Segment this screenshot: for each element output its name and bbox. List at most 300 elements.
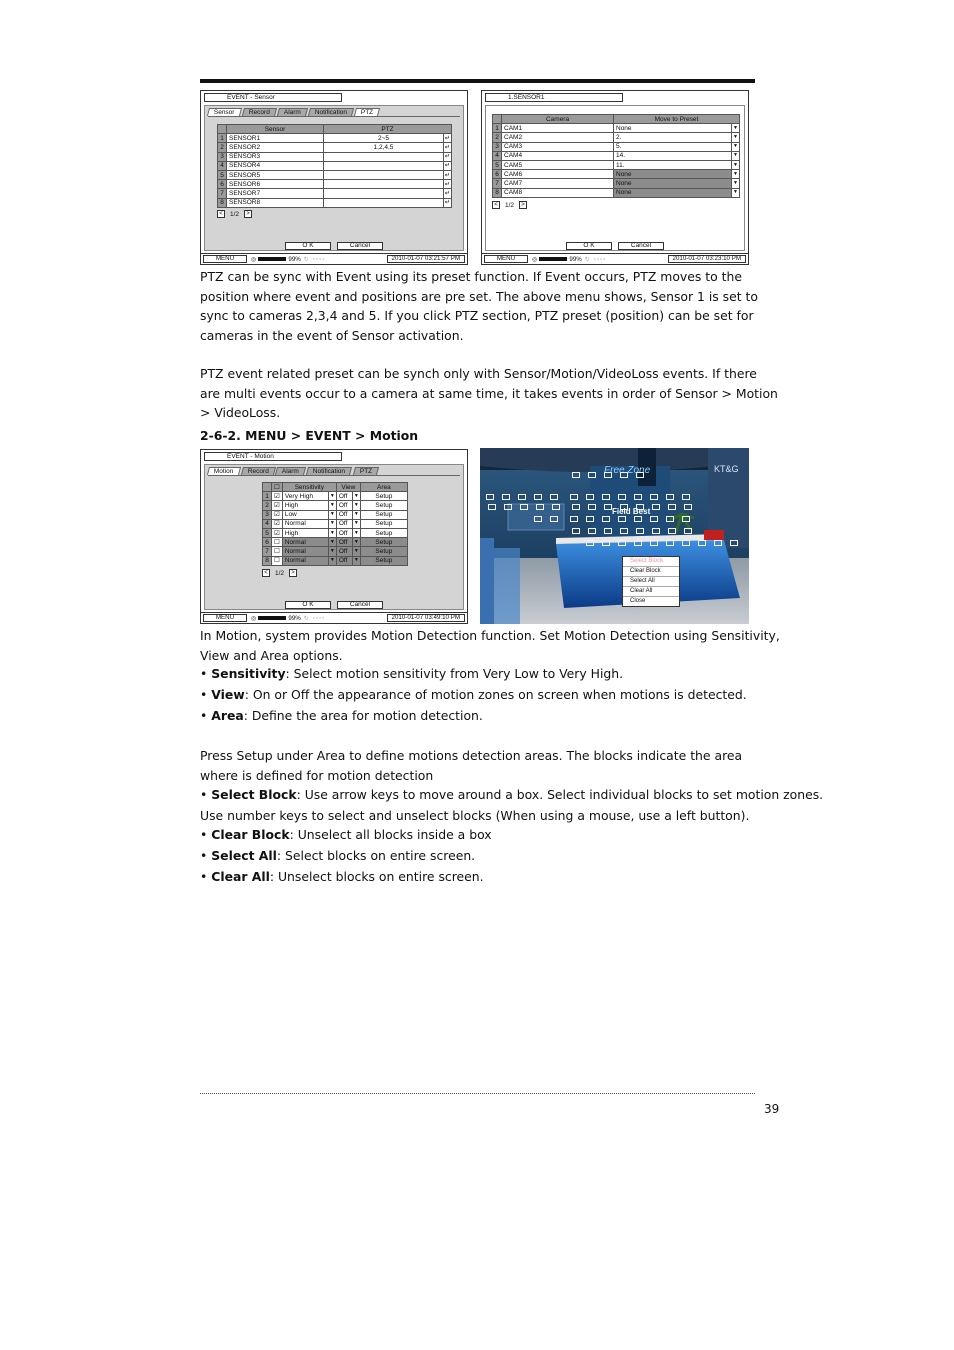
camera-name: CAM5	[502, 160, 614, 169]
area-setup-button[interactable]: Setup	[360, 547, 407, 556]
dialog-buttons	[482, 242, 748, 250]
motion-block[interactable]	[572, 528, 580, 534]
column-header: Camera	[502, 115, 614, 124]
table-row[interactable]	[218, 198, 452, 207]
motion-block[interactable]	[666, 494, 674, 500]
motion-block[interactable]	[588, 472, 596, 478]
screen-title: EVENT - Sensor	[204, 93, 342, 102]
footer-rule	[200, 1093, 755, 1094]
sensor-name: SENSOR5	[227, 170, 324, 179]
block-context-menu	[622, 556, 680, 607]
hdd-icon: ◎	[251, 255, 257, 263]
column-header: View	[336, 483, 360, 492]
enter-icon[interactable]: ↵	[444, 199, 451, 207]
motion-block[interactable]	[668, 504, 676, 510]
sensitivity-select[interactable]: High	[282, 501, 328, 510]
table-row[interactable]	[263, 556, 408, 565]
table-row[interactable]	[218, 180, 452, 189]
enable-checkbox[interactable]: ☑	[272, 528, 283, 537]
view-select[interactable]: Off	[336, 492, 352, 501]
menu-button[interactable]: MENU	[203, 614, 247, 622]
sensor-panel	[204, 105, 464, 251]
menu-item-clear-all[interactable]: Clear All	[623, 587, 679, 597]
row-number: 5	[263, 528, 272, 537]
column-header: Area	[360, 483, 407, 492]
table-row[interactable]	[493, 151, 740, 160]
motion-block[interactable]	[602, 516, 610, 522]
ok-button[interactable]: O K	[566, 242, 612, 250]
motion-block[interactable]	[684, 528, 692, 534]
camera-scene	[480, 448, 749, 624]
motion-block[interactable]	[618, 540, 626, 546]
ptz-cameras[interactable]	[324, 180, 444, 189]
tab-notification[interactable]: Notification	[307, 108, 353, 116]
hdd-status: ◎ 99%	[251, 614, 301, 622]
column-header: Move to Preset	[614, 115, 740, 124]
top-rule	[200, 79, 755, 83]
chevron-down-icon[interactable]: ▼	[732, 179, 740, 188]
sensitivity-select[interactable]: Normal	[282, 519, 328, 528]
page-indicator: 1/2	[230, 210, 240, 218]
motion-block[interactable]	[634, 516, 642, 522]
chevron-down-icon[interactable]: ▼	[352, 538, 360, 547]
enter-icon[interactable]: ↵	[444, 143, 451, 151]
clock: 2010-01-07 03:23:10 PM	[668, 255, 746, 263]
menu-button[interactable]: MENU	[203, 255, 247, 263]
motion-block[interactable]	[520, 504, 528, 510]
row-number: 4	[218, 161, 227, 170]
preset-panel	[485, 105, 745, 251]
preset-select[interactable]: None	[614, 124, 732, 133]
area-setup-button[interactable]: Setup	[360, 519, 407, 528]
motion-block[interactable]	[486, 494, 494, 500]
area-setup-button[interactable]: Setup	[360, 510, 407, 519]
motion-block[interactable]	[652, 528, 660, 534]
motion-block[interactable]	[502, 494, 510, 500]
camera-name: CAM8	[502, 188, 614, 197]
ptz-cameras[interactable]: 2~5	[324, 134, 444, 143]
next-page-button[interactable]: >	[244, 210, 252, 218]
motion-screen	[200, 449, 468, 624]
pager	[217, 210, 252, 218]
select-all-checkbox[interactable]: ☐	[272, 483, 283, 492]
chevron-down-icon[interactable]: ▼	[732, 151, 740, 160]
column-header: Sensitivity	[282, 483, 336, 492]
view-select[interactable]: Off	[336, 501, 352, 510]
chevron-down-icon[interactable]: ▼	[328, 510, 336, 519]
motion-intro: In Motion, system provides Motion Detection function. Set Motion Detection using Sensitivity, View and Area options.	[200, 628, 780, 663]
sensitivity-select[interactable]: High	[282, 528, 328, 537]
motion-block[interactable]	[504, 504, 512, 510]
enter-icon[interactable]: ↵	[444, 171, 451, 179]
row-number: 8	[218, 198, 227, 207]
motion-block[interactable]	[698, 540, 706, 546]
chevron-down-icon[interactable]: ▼	[328, 519, 336, 528]
view-select[interactable]: Off	[336, 556, 352, 565]
table-row[interactable]	[263, 519, 408, 528]
row-number: 7	[218, 189, 227, 198]
view-select[interactable]: Off	[336, 547, 352, 556]
motion-block[interactable]	[488, 504, 496, 510]
next-page-button[interactable]: >	[519, 201, 527, 209]
menu-item-select-all[interactable]: Select All	[623, 577, 679, 587]
table-row[interactable]	[493, 133, 740, 142]
status-icons: ↻ ▫▫▫▫	[303, 255, 326, 263]
row-number: 1	[218, 134, 227, 143]
sensor-table	[217, 124, 452, 208]
camera-name: CAM4	[502, 151, 614, 160]
event-tabs	[208, 108, 381, 116]
tab-alarm[interactable]: Alarm	[277, 108, 308, 116]
pager	[262, 569, 297, 577]
chevron-down-icon[interactable]: ▼	[328, 528, 336, 537]
table-row[interactable]	[493, 170, 740, 179]
chevron-down-icon[interactable]: ▼	[352, 556, 360, 565]
chevron-down-icon[interactable]: ▼	[352, 519, 360, 528]
motion-block[interactable]	[602, 540, 610, 546]
table-row[interactable]	[263, 501, 408, 510]
sensitivity-select[interactable]: Low	[282, 510, 328, 519]
status-bar	[201, 612, 467, 623]
bullet-area: • Area: Define the area for motion detection.	[200, 708, 483, 723]
tab-divider	[208, 116, 460, 117]
enable-checkbox[interactable]: ☑	[272, 519, 283, 528]
enable-checkbox[interactable]: ☑	[272, 510, 283, 519]
tab-sensor[interactable]: Sensor	[207, 108, 242, 116]
table-row[interactable]	[263, 528, 408, 537]
sensor-screen	[200, 90, 468, 265]
row-number: 8	[263, 556, 272, 565]
motion-block[interactable]	[714, 540, 722, 546]
table-row[interactable]	[218, 152, 452, 161]
motion-block[interactable]	[682, 516, 690, 522]
motion-block[interactable]	[604, 472, 612, 478]
motion-block[interactable]	[668, 528, 676, 534]
enter-icon[interactable]: ↵	[444, 180, 451, 188]
dialog-buttons	[201, 242, 467, 250]
prev-page-button[interactable]: <	[262, 569, 270, 577]
enter-icon[interactable]: ↵	[444, 162, 451, 170]
motion-block[interactable]	[518, 494, 526, 500]
row-number: 2	[493, 133, 502, 142]
table-row[interactable]	[218, 143, 452, 152]
motion-block[interactable]	[650, 494, 658, 500]
row-number: 6	[493, 170, 502, 179]
motion-block[interactable]	[588, 504, 596, 510]
table-row[interactable]	[493, 160, 740, 169]
cancel-button[interactable]: Cancel	[337, 242, 383, 250]
chevron-down-icon[interactable]: ▼	[352, 501, 360, 510]
motion-block[interactable]	[634, 494, 642, 500]
row-number: 8	[493, 188, 502, 197]
table-row[interactable]	[218, 170, 452, 179]
row-number: 1	[493, 124, 502, 133]
enable-checkbox[interactable]: ☐	[272, 547, 283, 556]
motion-block[interactable]	[620, 528, 628, 534]
row-number: 3	[218, 152, 227, 161]
ok-button[interactable]: O K	[285, 242, 331, 250]
preset-select[interactable]: 2.	[614, 133, 732, 142]
cancel-button[interactable]: Cancel	[618, 242, 664, 250]
chevron-down-icon[interactable]: ▼	[352, 510, 360, 519]
motion-block[interactable]	[684, 504, 692, 510]
ptz-cameras[interactable]: 1,2,4,5	[324, 143, 444, 152]
tab-motion[interactable]: Motion	[207, 467, 241, 475]
motion-block[interactable]	[682, 540, 690, 546]
motion-block[interactable]	[572, 504, 580, 510]
motion-block[interactable]	[620, 504, 628, 510]
preset-select[interactable]: 11.	[614, 160, 732, 169]
row-number: 3	[263, 510, 272, 519]
motion-block[interactable]	[650, 516, 658, 522]
table-row[interactable]	[493, 142, 740, 151]
motion-block[interactable]	[552, 504, 560, 510]
bullet-select-block: • Select Block: Use arrow keys to move around a box. Select individual blocks to set motion zones.	[200, 787, 824, 802]
motion-block[interactable]	[636, 472, 644, 478]
motion-block[interactable]	[618, 516, 626, 522]
hdd-status: ◎ 99%	[532, 255, 582, 263]
preset-table	[492, 114, 740, 198]
view-select[interactable]: Off	[336, 528, 352, 537]
row-number: 4	[263, 519, 272, 528]
motion-block[interactable]	[636, 504, 644, 510]
bullet-sensitivity: • Sensitivity: Select motion sensitivity from Very Low to Very High.	[200, 666, 624, 681]
preset-select[interactable]: 5.	[614, 142, 732, 151]
enter-icon[interactable]: ↵	[444, 153, 451, 161]
chevron-down-icon[interactable]: ▼	[328, 538, 336, 547]
enable-checkbox[interactable]: ☐	[272, 556, 283, 565]
screen-title: 1.SENSOR1	[485, 93, 623, 102]
area-setup-button[interactable]: Setup	[360, 538, 407, 547]
table-row[interactable]	[493, 188, 740, 197]
cancel-button[interactable]: Cancel	[337, 601, 383, 609]
view-select[interactable]: Off	[336, 510, 352, 519]
ptz-cameras[interactable]	[324, 152, 444, 161]
ptz-cameras[interactable]	[324, 170, 444, 179]
sensor-name: SENSOR2	[227, 143, 324, 152]
motion-panel	[204, 464, 464, 610]
chevron-down-icon[interactable]: ▼	[732, 133, 740, 142]
bullet-select-all: • Select All: Select blocks on entire screen.	[200, 848, 476, 863]
motion-block[interactable]	[586, 516, 594, 522]
field-best-sign: Field Best	[612, 507, 651, 516]
page-indicator: 1/2	[505, 201, 515, 209]
sensor-name: SENSOR6	[227, 180, 324, 189]
ptz-paragraph-1: PTZ can be sync with Event using its preset function. If Event occurs, PTZ moves to the position where event and positions are pre set. The above menu shows, Sensor 1 is set to sync to cameras 2,3,4 and 5. If you click PTZ section, PTZ preset (position) can be set for cameras in the event of Sensor activation.	[200, 269, 758, 343]
chevron-down-icon[interactable]: ▼	[328, 556, 336, 565]
chevron-down-icon[interactable]: ▼	[732, 170, 740, 179]
next-page-button[interactable]: >	[289, 569, 297, 577]
motion-block[interactable]	[550, 516, 558, 522]
select-block-continued: Use number keys to select and unselect blocks (When using a mouse, use a left button).	[200, 808, 750, 823]
setup-paragraph: Press Setup under Area to define motions detection areas. The blocks indicate the area where is defined for motion detection	[200, 748, 743, 783]
area-setup-button[interactable]: Setup	[360, 556, 407, 565]
table-row[interactable]	[263, 492, 408, 501]
chevron-down-icon[interactable]: ▼	[352, 547, 360, 556]
column-header: PTZ	[324, 125, 452, 134]
status-bar	[201, 253, 467, 264]
table-row[interactable]	[218, 161, 452, 170]
chevron-down-icon[interactable]: ▼	[328, 492, 336, 501]
camera-name: CAM3	[502, 142, 614, 151]
motion-block[interactable]	[586, 540, 594, 546]
motion-block[interactable]	[570, 494, 578, 500]
chevron-down-icon[interactable]: ▼	[328, 501, 336, 510]
tab-notification[interactable]: Notification	[306, 467, 352, 475]
prev-page-button[interactable]: <	[492, 201, 500, 209]
chevron-down-icon[interactable]: ▼	[732, 188, 740, 197]
view-select[interactable]: Off	[336, 519, 352, 528]
menu-button[interactable]: MENU	[484, 255, 528, 263]
row-number: 2	[218, 143, 227, 152]
preset-select[interactable]: None	[614, 170, 732, 179]
status-icons: ↻ ▫▫▫▫	[584, 255, 607, 263]
chevron-down-icon[interactable]: ▼	[352, 492, 360, 501]
ok-button[interactable]: O K	[285, 601, 331, 609]
status-bar	[482, 253, 748, 264]
motion-block[interactable]	[620, 472, 628, 478]
sensor-name: SENSOR3	[227, 152, 324, 161]
page-indicator: 1/2	[275, 569, 285, 577]
section-heading: 2-6-2. MENU > EVENT > Motion	[200, 428, 419, 443]
motion-block[interactable]	[652, 504, 660, 510]
row-number: 1	[263, 492, 272, 501]
area-setup-button[interactable]: Setup	[360, 501, 407, 510]
bullet-clear-block: • Clear Block: Unselect all blocks inside a box	[200, 827, 492, 842]
motion-block[interactable]	[666, 516, 674, 522]
row-number: 6	[263, 538, 272, 547]
ptz-cameras[interactable]	[324, 189, 444, 198]
sensitivity-select[interactable]: Normal	[282, 556, 328, 565]
tab-alarm[interactable]: Alarm	[275, 467, 306, 475]
table-row[interactable]	[493, 179, 740, 188]
preset-select[interactable]: None	[614, 179, 732, 188]
enter-icon[interactable]: ↵	[444, 189, 451, 197]
motion-block[interactable]	[534, 516, 542, 522]
row-number: 5	[493, 160, 502, 169]
tab-ptz[interactable]: PTZ	[353, 467, 379, 475]
motion-block[interactable]	[634, 540, 642, 546]
motion-block[interactable]	[588, 528, 596, 534]
enable-checkbox[interactable]: ☑	[272, 492, 283, 501]
tab-record[interactable]: Record	[240, 467, 275, 475]
column-header: Sensor	[227, 125, 324, 134]
chevron-down-icon[interactable]: ▼	[328, 547, 336, 556]
sensitivity-select[interactable]: Very High	[282, 492, 328, 501]
row-number: 6	[218, 180, 227, 189]
prev-page-button[interactable]: <	[217, 210, 225, 218]
chevron-down-icon[interactable]: ▼	[352, 528, 360, 537]
motion-block[interactable]	[604, 528, 612, 534]
motion-block[interactable]	[618, 494, 626, 500]
motion-block[interactable]	[602, 494, 610, 500]
motion-block[interactable]	[572, 472, 580, 478]
ptz-cameras[interactable]	[324, 161, 444, 170]
sensitivity-select[interactable]: Normal	[282, 547, 328, 556]
free-zone-sign: Free Zone	[604, 465, 651, 476]
clock: 2010-01-07 03:49:10 PM	[387, 614, 465, 622]
preset-select[interactable]: None	[614, 188, 732, 197]
motion-block[interactable]	[534, 494, 542, 500]
motion-block[interactable]	[682, 494, 690, 500]
sensor-name: SENSOR8	[227, 198, 324, 207]
motion-block[interactable]	[636, 528, 644, 534]
table-row[interactable]	[263, 547, 408, 556]
status-icons: ↻ ▫▫▫▫	[303, 614, 326, 622]
tab-record[interactable]: Record	[242, 108, 277, 116]
motion-block[interactable]	[586, 494, 594, 500]
tab-ptz[interactable]: PTZ	[354, 108, 380, 116]
camera-view[interactable]	[480, 448, 749, 624]
kiosk-sign: KT&G	[714, 464, 739, 474]
hdd-icon: ◎	[251, 614, 257, 622]
enable-checkbox[interactable]: ☑	[272, 501, 283, 510]
table-row[interactable]	[263, 538, 408, 547]
row-number: 4	[493, 151, 502, 160]
motion-block[interactable]	[550, 494, 558, 500]
ptz-paragraph-2: PTZ event related preset can be synch only with Sensor/Motion/VideoLoss events. If there are multi events occur to a camera at same time, it takes events in order of Sensor > Motion > VideoLoss.	[200, 366, 778, 420]
row-number: 7	[493, 179, 502, 188]
area-setup-button[interactable]: Setup	[360, 492, 407, 501]
motion-block[interactable]	[730, 540, 738, 546]
sensitivity-select[interactable]: Normal	[282, 538, 328, 547]
table-row[interactable]	[263, 510, 408, 519]
bullet-clear-all: • Clear All: Unselect blocks on entire screen.	[200, 869, 484, 884]
menu-item-clear-block[interactable]: Clear Block	[623, 567, 679, 577]
enable-checkbox[interactable]: ☐	[272, 538, 283, 547]
table-row[interactable]	[218, 189, 452, 198]
camera-name: CAM7	[502, 179, 614, 188]
motion-block[interactable]	[570, 516, 578, 522]
motion-block[interactable]	[536, 504, 544, 510]
pager	[492, 201, 527, 209]
ptz-cameras[interactable]	[324, 198, 444, 207]
table-row[interactable]	[493, 124, 740, 133]
motion-block[interactable]	[666, 540, 674, 546]
row-number: 5	[218, 170, 227, 179]
camera-name: CAM6	[502, 170, 614, 179]
chevron-down-icon[interactable]: ▼	[732, 124, 740, 133]
hdd-status: ◎ 99%	[251, 255, 301, 263]
preset-select[interactable]: 14.	[614, 151, 732, 160]
row-number: 3	[493, 142, 502, 151]
table-row[interactable]	[218, 134, 452, 143]
page-number: 39	[764, 1102, 780, 1116]
preset-screen	[481, 90, 749, 265]
camera-name: CAM1	[502, 124, 614, 133]
chevron-down-icon[interactable]: ▼	[732, 142, 740, 151]
chevron-down-icon[interactable]: ▼	[732, 160, 740, 169]
menu-item-close[interactable]: Close	[630, 598, 646, 604]
row-number: 7	[263, 547, 272, 556]
view-select[interactable]: Off	[336, 538, 352, 547]
clock: 2010-01-07 03:21:57 PM	[387, 255, 465, 263]
enter-icon[interactable]: ↵	[444, 134, 451, 142]
sensor-name: SENSOR4	[227, 161, 324, 170]
camera-name: CAM2	[502, 133, 614, 142]
screen-title: EVENT - Motion	[204, 452, 342, 461]
motion-table	[262, 482, 408, 566]
motion-block[interactable]	[604, 504, 612, 510]
dialog-buttons	[201, 601, 467, 609]
area-setup-button[interactable]: Setup	[360, 528, 407, 537]
tab-divider	[208, 475, 460, 476]
motion-block[interactable]	[650, 540, 658, 546]
row-number: 2	[263, 501, 272, 510]
menu-item-select-block[interactable]: Select Block	[623, 557, 679, 567]
sensor-name: SENSOR1	[227, 134, 324, 143]
sensor-name: SENSOR7	[227, 189, 324, 198]
